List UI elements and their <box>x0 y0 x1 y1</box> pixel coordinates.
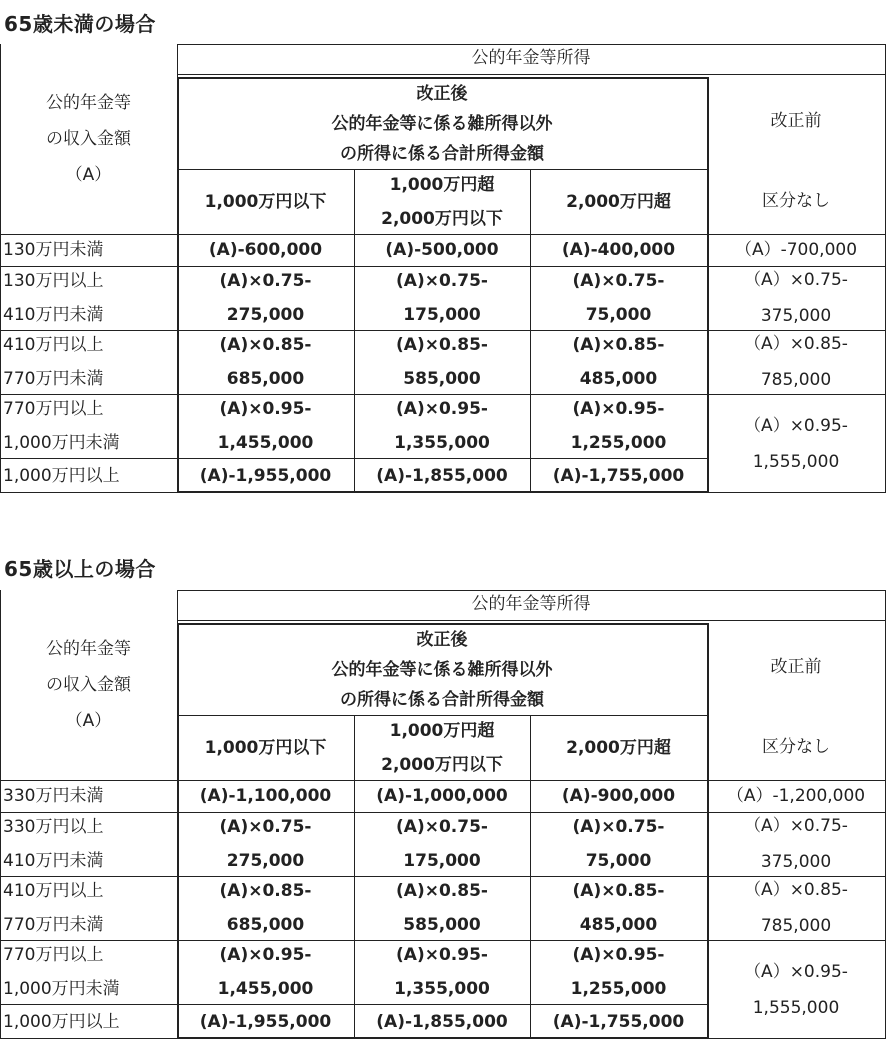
deduction-formula-cell-line: 75,000 <box>585 851 652 871</box>
before-revision-cell-line: 785,000 <box>760 370 832 390</box>
row-label-line: 1,000万円以上 <box>3 1011 120 1032</box>
before-revision-subheader <box>707 169 885 234</box>
income-bracket-header-3-line: 2,000万円超 <box>566 737 671 758</box>
deduction-formula-cell-line: 1,255,000 <box>570 433 667 453</box>
row-label <box>0 330 180 394</box>
deduction-table-under-65 <box>0 44 886 493</box>
deduction-formula-cell <box>530 234 707 266</box>
deduction-formula-cell-line: 275,000 <box>226 305 305 325</box>
before-revision-cell <box>707 812 885 876</box>
before-revision-cell-line: （A）×0.75- <box>744 816 848 836</box>
before-revision-cell-line: 1,555,000 <box>752 997 840 1018</box>
deduction-formula-cell <box>354 394 530 458</box>
deduction-formula-cell <box>530 330 707 394</box>
revised-title: 改正後 <box>416 629 468 650</box>
row-label-line: 410万円未満 <box>3 851 104 871</box>
before-revision-cell <box>707 266 885 330</box>
deduction-table-65-and-over <box>0 590 886 1039</box>
row-label-line: 770万円以上 <box>3 945 104 965</box>
deduction-formula-cell-line: (A)-1,855,000 <box>376 465 508 486</box>
income-row-header <box>0 590 177 780</box>
before-revision-cell-line: 375,000 <box>760 306 832 326</box>
income-bracket-header-3 <box>530 169 707 234</box>
income-row-header-line: （A） <box>65 711 112 731</box>
deduction-formula-cell <box>530 1004 707 1039</box>
row-label-line: 410万円以上 <box>3 881 104 901</box>
income-bracket-header-3-line: 2,000万円超 <box>566 191 671 212</box>
deduction-formula-cell-line: 1,355,000 <box>394 979 490 999</box>
deduction-formula-cell <box>354 458 530 493</box>
row-label-line: 330万円以上 <box>3 817 104 837</box>
row-label-line: 130万円以上 <box>3 271 104 291</box>
row-label-line: 770万円未満 <box>3 915 104 935</box>
revised-description-line: 公的年金等に係る雑所得以外 <box>331 113 553 134</box>
deduction-formula-cell <box>530 780 707 812</box>
deduction-formula-cell-line: (A)×0.95- <box>396 399 488 419</box>
income-row-header-line: の収入金額 <box>46 675 131 695</box>
deduction-formula-cell-line: 485,000 <box>579 369 658 389</box>
row-label-line: 770万円未満 <box>3 369 104 389</box>
deduction-formula-cell-line: (A)×0.85- <box>572 881 665 901</box>
deduction-formula-cell-line: (A)×0.75- <box>396 271 488 291</box>
deduction-formula-cell-line: 685,000 <box>226 369 305 389</box>
income-bracket-header-1-line: 1,000万円以下 <box>204 737 327 758</box>
deduction-formula-cell-line: 585,000 <box>403 915 481 935</box>
before-revision-cell <box>707 394 885 493</box>
income-bracket-header-1-line: 1,000万円以下 <box>204 191 327 212</box>
deduction-formula-cell-line: 275,000 <box>226 851 305 871</box>
section-title-65-and-over: 65歳以上の場合 <box>4 557 156 581</box>
before-revision-cell <box>707 876 885 940</box>
before-revision-cell-line: （A）-1,200,000 <box>726 786 866 806</box>
deduction-formula-cell-line: (A)×0.85- <box>219 335 312 355</box>
deduction-formula-cell-line: (A)×0.75- <box>572 271 665 291</box>
row-label-line: 330万円未満 <box>3 786 104 806</box>
deduction-formula-cell-line: 175,000 <box>403 305 481 325</box>
before-revision-subheader-text: 区分なし <box>762 190 830 211</box>
before-revision-subheader-text: 区分なし <box>762 736 830 757</box>
income-bracket-header-2-line: 1,000万円超 <box>389 174 495 195</box>
before-revision-subheader <box>707 715 885 780</box>
before-revision-cell-line: 785,000 <box>760 916 832 936</box>
before-revision-cell-line: （A）×0.95- <box>744 415 848 436</box>
deduction-formula-cell-line: (A)-1,955,000 <box>199 1011 332 1032</box>
deduction-formula-cell-line: 175,000 <box>403 851 481 871</box>
deduction-formula-cell-line: (A)-1,000,000 <box>376 786 508 806</box>
deduction-formula-cell <box>354 234 530 266</box>
deduction-formula-cell <box>530 876 707 940</box>
before-revision-header-text: 改正前 <box>770 110 822 131</box>
income-bracket-header-1 <box>177 169 354 234</box>
income-bracket-header-2-line: 2,000万円以下 <box>381 208 503 229</box>
deduction-formula-cell-line: 1,255,000 <box>570 979 667 999</box>
deduction-formula-cell <box>177 940 354 1004</box>
deduction-formula-cell-line: (A)×0.95- <box>572 945 665 965</box>
deduction-formula-cell-line: 585,000 <box>403 369 481 389</box>
deduction-formula-cell-line: (A)-1,855,000 <box>376 1011 508 1032</box>
revised-header <box>177 78 707 169</box>
deduction-formula-cell-line: 1,355,000 <box>394 433 490 453</box>
row-label-line: 1,000万円以上 <box>3 465 120 486</box>
before-revision-header <box>707 74 885 169</box>
income-bracket-header-3 <box>530 715 707 780</box>
row-label-line: 410万円以上 <box>3 335 104 355</box>
before-revision-cell-line: 1,555,000 <box>752 451 840 472</box>
deduction-formula-cell-line: (A)×0.75- <box>219 817 312 837</box>
deduction-formula-cell-line: (A)×0.95- <box>572 399 665 419</box>
before-revision-cell <box>707 940 885 1039</box>
row-label <box>0 940 180 1004</box>
deduction-formula-cell-line: 685,000 <box>226 915 305 935</box>
deduction-formula-cell <box>177 458 354 493</box>
before-revision-cell-line: （A）×0.75- <box>744 270 848 290</box>
income-row-header-line: の収入金額 <box>46 129 131 149</box>
row-label <box>0 876 180 940</box>
deduction-formula-cell <box>177 812 354 876</box>
income-row-header-line: 公的年金等 <box>46 93 131 113</box>
revised-title: 改正後 <box>416 83 468 104</box>
deduction-formula-cell-line: (A)×0.75- <box>219 271 312 291</box>
deduction-formula-cell <box>530 266 707 330</box>
row-label <box>0 1004 180 1039</box>
deduction-formula-cell <box>530 394 707 458</box>
deduction-formula-cell-line: (A)-1,755,000 <box>552 1011 685 1032</box>
row-label <box>0 266 180 330</box>
section-title-under-65: 65歳未満の場合 <box>4 12 156 36</box>
income-bracket-header-2 <box>354 169 530 234</box>
before-revision-cell-line: （A）×0.95- <box>744 961 848 982</box>
before-revision-header <box>707 620 885 715</box>
deduction-formula-cell <box>530 458 707 493</box>
income-bracket-header-2 <box>354 715 530 780</box>
income-row-header-line: 公的年金等 <box>46 639 131 659</box>
row-label-line: 770万円以上 <box>3 399 104 419</box>
deduction-formula-cell-line: (A)-1,755,000 <box>552 465 685 486</box>
deduction-formula-cell <box>177 1004 354 1039</box>
before-revision-cell-line: （A）×0.85- <box>744 334 848 354</box>
revised-description-line: の所得に係る合計所得金額 <box>340 689 544 710</box>
deduction-formula-cell <box>354 266 530 330</box>
deduction-formula-cell-line: (A)×0.85- <box>396 881 488 901</box>
deduction-formula-cell-line: (A)-900,000 <box>561 786 676 806</box>
deduction-formula-cell <box>177 780 354 812</box>
deduction-formula-cell <box>354 876 530 940</box>
row-label-line: 1,000万円未満 <box>3 433 120 453</box>
revised-header <box>177 624 707 715</box>
revised-description-line: 公的年金等に係る雑所得以外 <box>331 659 553 680</box>
deduction-formula-cell-line: (A)-500,000 <box>385 240 499 260</box>
deduction-formula-cell <box>354 330 530 394</box>
group-header-text: 公的年金等所得 <box>471 594 591 615</box>
income-bracket-header-2-line: 2,000万円以下 <box>381 754 503 775</box>
row-label-line: 130万円未満 <box>3 240 104 260</box>
row-label <box>0 780 180 812</box>
before-revision-cell <box>707 330 885 394</box>
deduction-formula-cell <box>354 812 530 876</box>
deduction-formula-cell <box>530 812 707 876</box>
deduction-formula-cell-line: 75,000 <box>585 305 652 325</box>
deduction-formula-cell-line: (A)-1,100,000 <box>199 786 332 806</box>
deduction-formula-cell-line: (A)×0.95- <box>219 399 312 419</box>
deduction-formula-cell-line: (A)×0.85- <box>219 881 312 901</box>
group-header <box>177 590 885 620</box>
row-label <box>0 394 180 458</box>
deduction-formula-cell-line: (A)×0.75- <box>396 817 488 837</box>
income-row-header <box>0 44 177 234</box>
group-header <box>177 44 885 74</box>
deduction-formula-cell <box>354 780 530 812</box>
deduction-formula-cell <box>177 266 354 330</box>
income-bracket-header-1 <box>177 715 354 780</box>
row-label <box>0 458 180 493</box>
before-revision-cell-line: 375,000 <box>760 852 832 872</box>
deduction-formula-cell-line: 485,000 <box>579 915 658 935</box>
deduction-formula-cell-line: (A)×0.95- <box>396 945 488 965</box>
deduction-formula-cell <box>177 394 354 458</box>
deduction-formula-cell-line: (A)-400,000 <box>561 240 676 260</box>
income-bracket-header-2-line: 1,000万円超 <box>389 720 495 741</box>
deduction-formula-cell-line: (A)×0.95- <box>219 945 312 965</box>
before-revision-cell-line: （A）×0.85- <box>744 880 848 900</box>
row-label <box>0 812 180 876</box>
deduction-formula-cell <box>354 1004 530 1039</box>
deduction-formula-cell <box>177 330 354 394</box>
row-label-line: 1,000万円未満 <box>3 979 120 999</box>
row-label <box>0 234 180 266</box>
deduction-formula-cell-line: (A)-600,000 <box>208 240 323 260</box>
deduction-formula-cell-line: (A)×0.85- <box>396 335 488 355</box>
deduction-formula-cell <box>177 234 354 266</box>
revised-description-line: の所得に係る合計所得金額 <box>340 143 544 164</box>
deduction-formula-cell-line: 1,455,000 <box>217 433 314 453</box>
row-label-line: 410万円未満 <box>3 305 104 325</box>
before-revision-header-text: 改正前 <box>770 656 822 677</box>
deduction-formula-cell <box>530 940 707 1004</box>
deduction-formula-cell <box>354 940 530 1004</box>
deduction-formula-cell-line: 1,455,000 <box>217 979 314 999</box>
deduction-formula-cell-line: (A)-1,955,000 <box>199 465 332 486</box>
income-row-header-line: （A） <box>65 165 112 185</box>
group-header-text: 公的年金等所得 <box>471 48 591 69</box>
before-revision-cell-line: （A）-700,000 <box>734 240 858 260</box>
deduction-formula-cell <box>177 876 354 940</box>
deduction-formula-cell-line: (A)×0.85- <box>572 335 665 355</box>
deduction-formula-cell-line: (A)×0.75- <box>572 817 665 837</box>
